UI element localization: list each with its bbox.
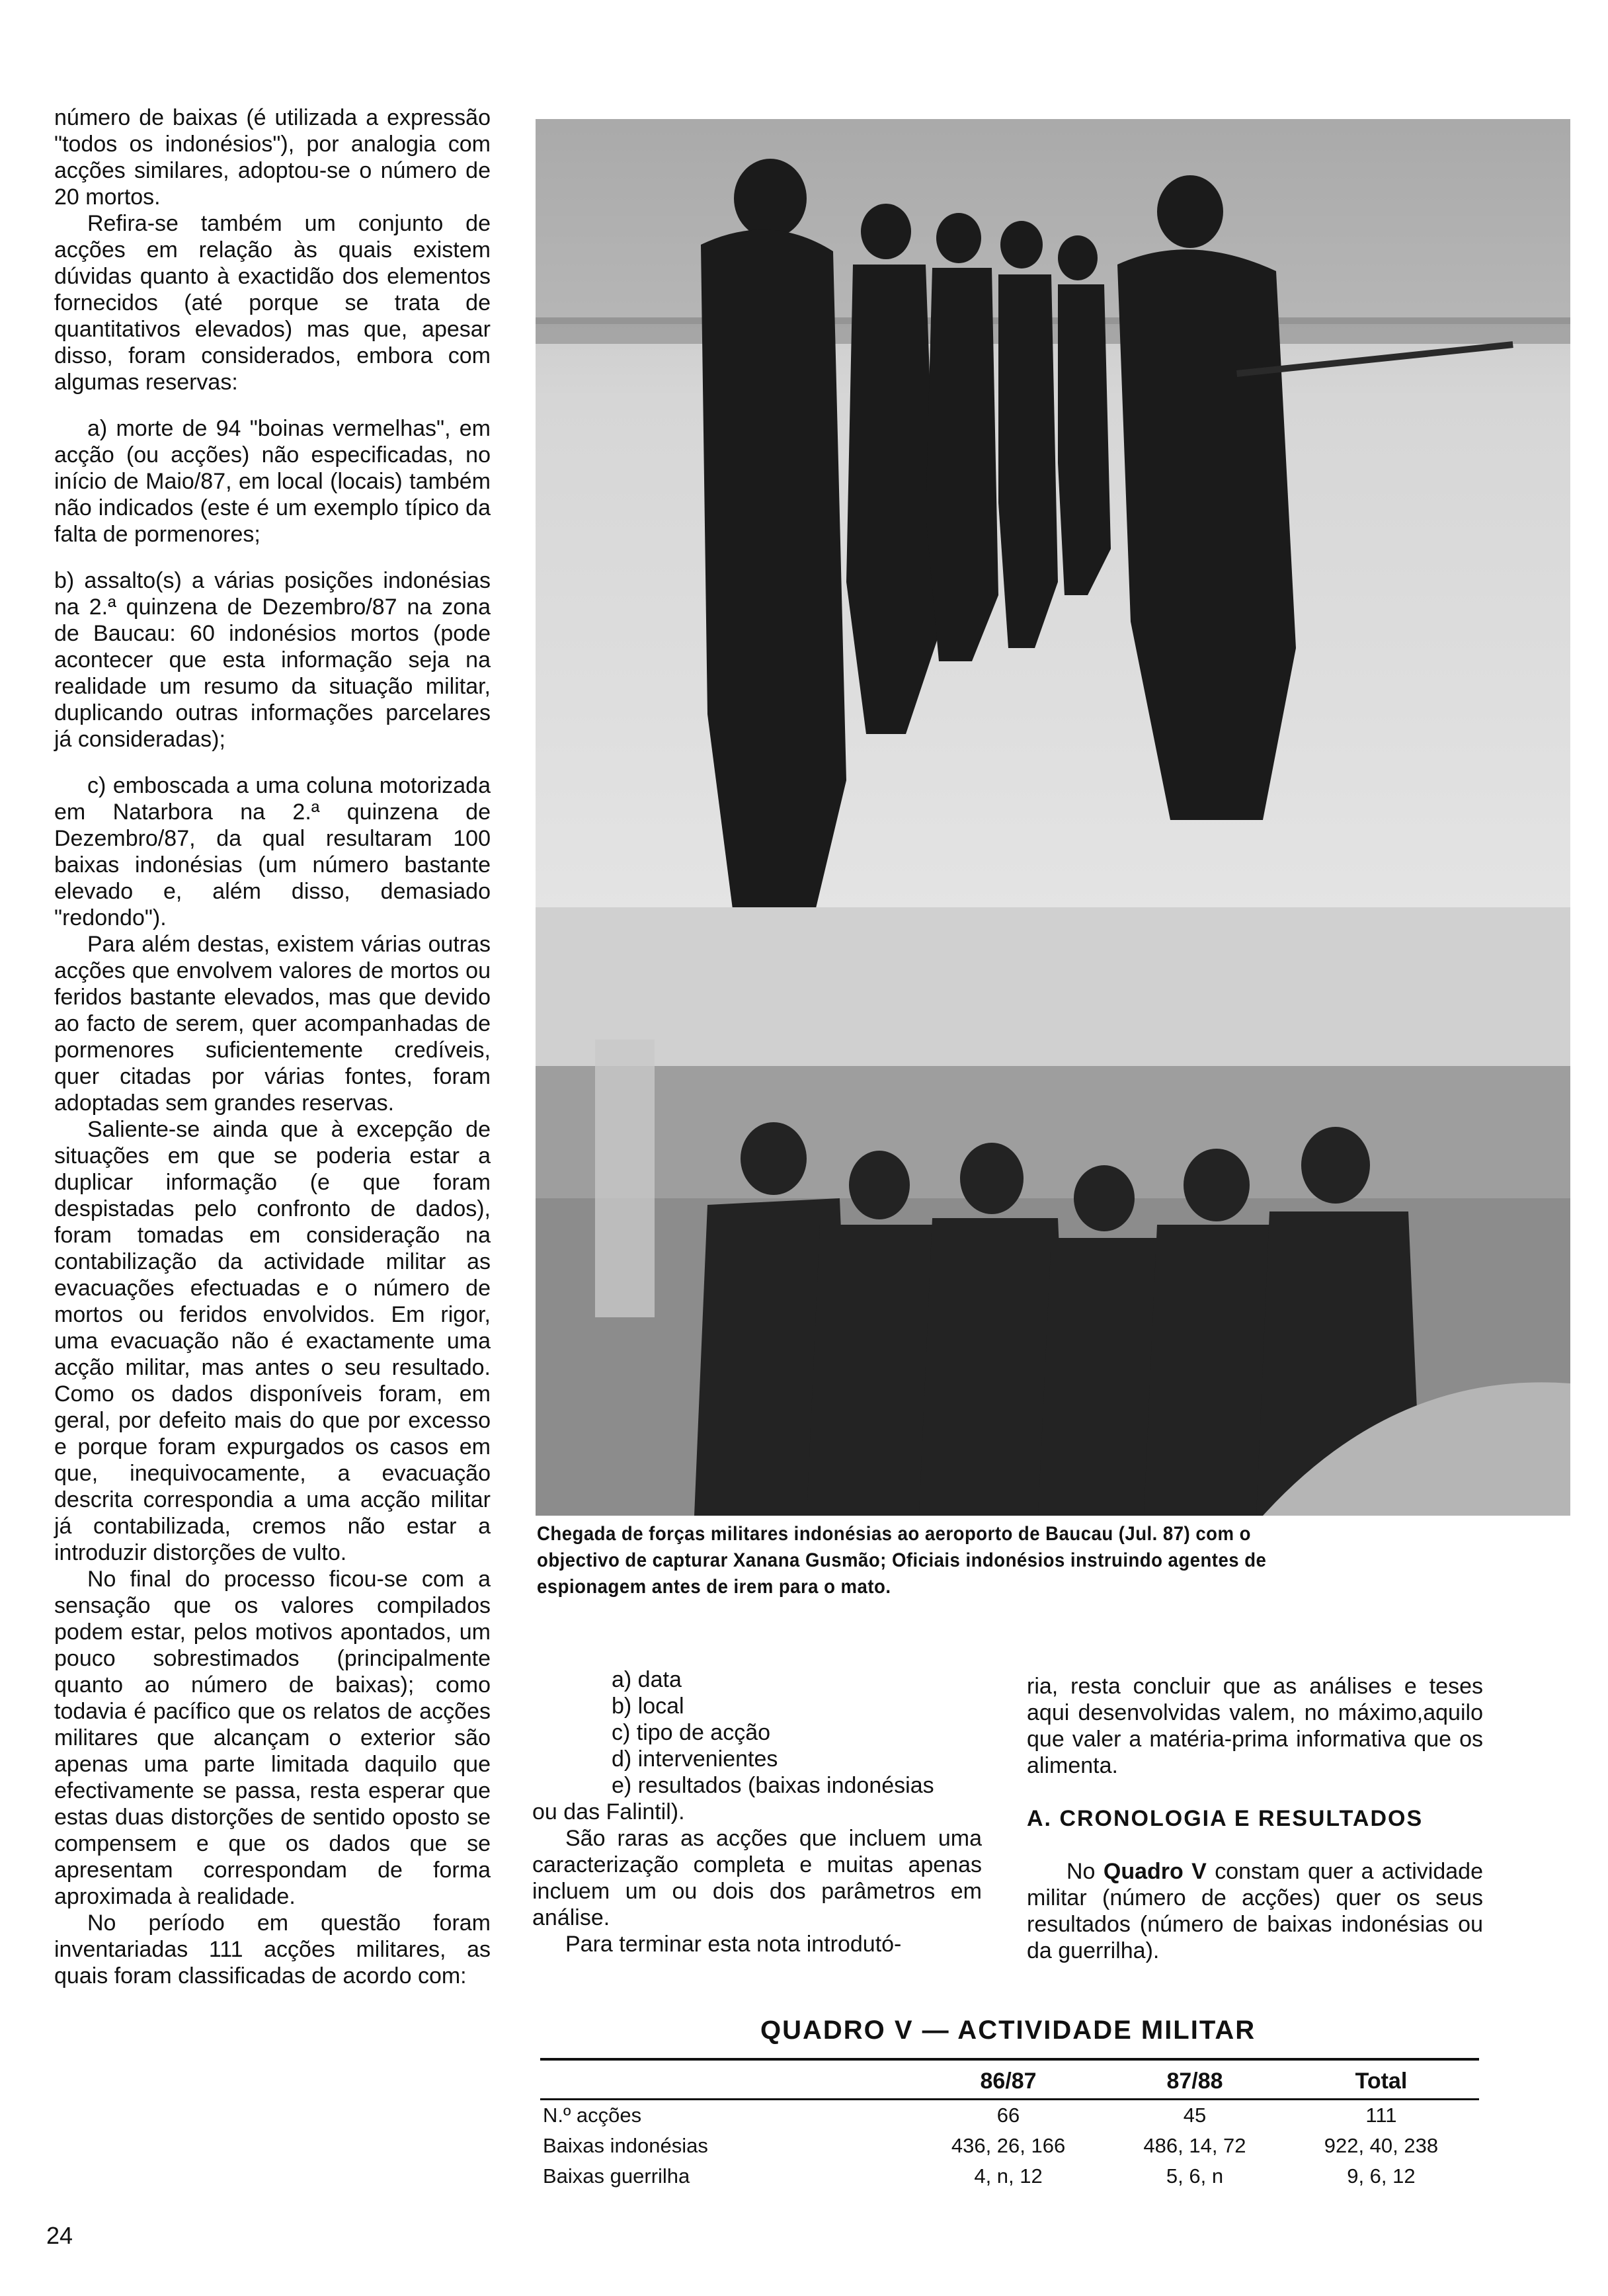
list-item: a) data [612,1667,682,1692]
list-item: c) tipo de acção [612,1720,771,1745]
paragraph [1027,1858,1483,1964]
table-cell: 66 [996,2104,1020,2127]
table-header: 87/88 [1106,2059,1283,2100]
paragraph: ria, resta concluir que as análises e teses aqui desenvolvidas valem, no máximo,aquilo que valer a matéria-prima informativa que os alimenta. [1027,1674,1483,1778]
table-cell: 5, 6, n [1166,2164,1224,2188]
paragraph: Refira-se também um conjunto de acções em relação às quais existem dúvidas quanto à exactidão dos elementos fornecidos (até porque se trata de quantitativos elevados) mas que, apesar disso, foram considerados, embora com algumas reservas: [54,211,491,395]
military-activity-table [540,2058,1479,2192]
list-item: d) intervenientes [612,1746,778,1772]
paragraph: Saliente-se ainda que à excepção de situações em que se poderia estar a duplicar informação (e que foram despistadas pelo confronto de dados), foram tomadas em consideração na contabilização da actividade militar as evacuações efectuadas e o número de mortos ou feridos envolvidos. Em rigor, uma evacuação não é exactamente uma acção militar, mas antes o seu resultado. Como os dados disponíveis foram, em geral, por defeito mais do que por excesso e porque foram expurgados os casos em que, inequivocamente, a evacuação descrita correspondia a uma acção militar já contabilizada, cremos não estar a introduzir distorções de vulto. [54,1117,491,1565]
paragraph-text: constam quer a actividade militar (número de acções) quer os seus resultados (número de baixas indonésias ou da guerrilha). [1027,1859,1483,1963]
paragraph-text: No [1066,1859,1104,1884]
table-header-empty [540,2059,910,2100]
paragraph: número de baixas (é utilizada a expressão "todos os indonésios"), por analogia com acções similares, adoptou-se o número de 20 mortos. [54,105,491,210]
table-cell: 9, 6, 12 [1347,2164,1416,2188]
left-text-column [54,104,491,1989]
table-row [540,2100,1479,2131]
page-number: 24 [46,2222,73,2249]
table-cell: 4, n, 12 [974,2164,1043,2188]
table-cell: 436, 26, 166 [951,2134,1066,2157]
middle-text-column [532,1666,982,1957]
photo-caption: Chegada de forças militares indonésias ao aeroporto de Baucau (Jul. 87) com o objectivo de capturar Xanana Gusmão; Oficiais indonésios instruindo agentes de espionagem antes de irem para o mato. [537,1523,1267,1598]
photo-officers-instructing-image [536,907,1570,1516]
table-title: QUADRO V — ACTIVIDADE MILITAR [760,2016,1256,2045]
table-cell: 486, 14, 72 [1143,2134,1246,2157]
table-header-row [540,2059,1479,2100]
paragraph: Para terminar esta nota introdutó- [565,1932,902,1957]
row-label: N.º acções [543,2104,642,2127]
photo-officers-instructing [536,907,1570,1516]
row-label: Baixas indonésias [543,2134,708,2157]
table-reference: Quadro V [1103,1859,1207,1884]
paragraph: São raras as acções que incluem uma caracterização completa e muitas apenas incluem um ou dois dos parâmetros em análise. [532,1826,982,1930]
list-item: c) emboscada a uma coluna motorizada em Natarbora na 2.ª quinzena de Dezembro/87, da qual resultaram 100 baixas indonésias (um número bastante elevado e, além disso, demasiado "redondo"). [54,773,491,930]
table-row [540,2131,1479,2161]
list-item: b) local [612,1694,684,1719]
table-header: 86/87 [910,2059,1106,2100]
table-row [540,2161,1479,2192]
list-item: a) morte de 94 "boinas vermelhas", em acção (ou acções) não especificadas, no início de Maio/87, em local (locais) também não indicados (este é um exemplo típico da falta de pormenores; [54,416,491,547]
photo-soldiers-airport [536,119,1570,919]
list-item: e) resultados (baixas indonésias [612,1773,934,1798]
table-cell: 111 [1365,2104,1397,2127]
paragraph: Para além destas, existem várias outras acções que envolvem valores de mortos ou feridos bastante elevados, mas que devido ao facto de serem, quer acompanhadas de pormenores suficientemente credíveis, quer citadas por várias fontes, foram adoptadas sem grandes reservas. [54,932,491,1116]
paragraph: No período em questão foram inventariadas 111 acções militares, as quais foram classificadas de acordo com: [54,1910,491,1988]
table-header: Total [1283,2059,1479,2100]
photo-soldiers-airport-image [536,119,1570,919]
table-cell: 922, 40, 238 [1324,2134,1439,2157]
section-heading: A. CRONOLOGIA E RESULTADOS [1027,1806,1424,1831]
right-text-column [1027,1673,1483,1964]
list-item: b) assalto(s) a várias posições indonésias na 2.ª quinzena de Dezembro/87 na zona de Baucau: 60 indonésios mortos (pode acontecer que esta informação seja na realidade um resumo da situação militar, duplicando outras informações parcelares já consideradas); [54,568,491,752]
row-label: Baixas guerrilha [543,2164,690,2188]
list-continuation: ou das Falintil). [532,1799,685,1824]
table-cell: 45 [1183,2104,1207,2127]
paragraph: No final do processo ficou-se com a sensação que os valores compilados podem estar, pelos motivos apontados, um pouco sobrestimados (principalmente quanto ao número de baixas); como todavia é pacífico que os relatos de acções militares que alcançam o exterior são apenas uma parte limitada daquilo que efectivamente se passa, resta esperar que estas duas distorções de sentido oposto se compensem e que os dados que se apresentam correspondam de forma aproximada à realidade. [54,1567,491,1909]
